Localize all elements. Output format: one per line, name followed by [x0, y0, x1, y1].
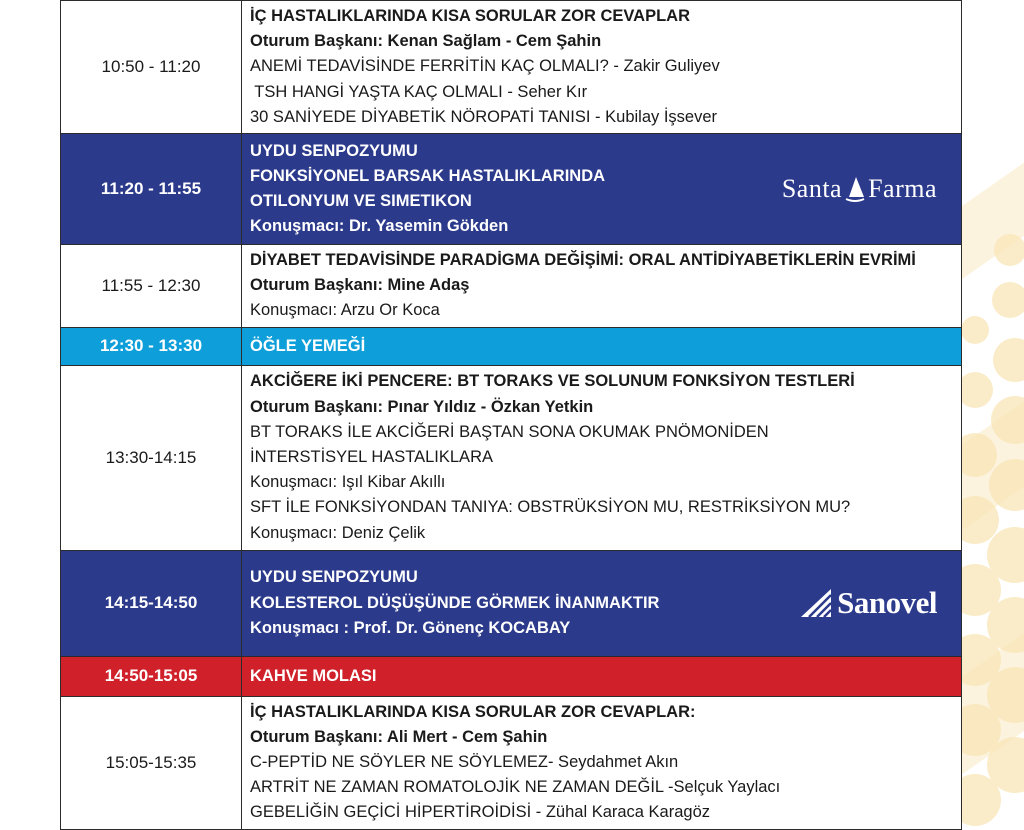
session-speaker: Konuşmacı: Işıl Kibar Akıllı [250, 473, 446, 492]
logo-text: Sanovel [837, 585, 937, 621]
session-title: DİYABET TEDAVİSİNDE PARADİGMA DEĞİŞİMİ: ORAL ANTİDİYABETİKLERİN EVRİMİ [250, 251, 916, 270]
sanovel-mark-icon [799, 587, 833, 619]
break-time: 14:50-15:05 [61, 656, 242, 696]
session-talk: C-PEPTİD NE SÖYLER NE SÖYLEMEZ- Seydahmet Akın [250, 753, 679, 772]
session-content [242, 134, 962, 245]
session-time: 13:30-14:15 [61, 365, 242, 550]
break-label: ÖĞLE YEMEĞİ [250, 336, 366, 355]
break-time: 12:30 - 13:30 [61, 327, 242, 365]
session-time: 15:05-15:35 [61, 696, 242, 829]
session-talk: SFT İLE FONKSİYONDAN TANIYA: OBSTRÜKSİYON MU, RESTRİKSİYON MU? [250, 498, 851, 517]
logo-text-right: Farma [868, 174, 937, 204]
session-row [61, 365, 962, 550]
session-time: 10:50 - 11:20 [61, 1, 242, 134]
program-table [60, 0, 962, 830]
break-row [61, 327, 962, 365]
logo-text-left: Santa [781, 174, 843, 204]
session-content [242, 365, 962, 550]
session-title: UYDU SENPOZYUMU [250, 141, 418, 160]
session-content [242, 245, 962, 328]
session-chair: Oturum Başkanı: Mine Adaş [250, 276, 470, 295]
session-time: 11:20 - 11:55 [61, 134, 242, 245]
sanovel-logo [799, 585, 937, 621]
break-row [61, 656, 962, 696]
session-content [242, 550, 962, 656]
session-talk: İNTERSTİSYEL HASTALIKLARA [250, 448, 493, 467]
session-talk: TSH HANGİ YAŞTA KAÇ OLMALI - Seher Kır [250, 82, 588, 101]
session-subtitle: KOLESTEROL DÜŞÜŞÜNDE GÖRMEK İNANMAKTIR [250, 593, 660, 612]
session-subtitle: FONKSİYONEL BARSAK HASTALIKLARINDA [250, 166, 606, 185]
session-title: UYDU SENPOZYUMU [250, 568, 418, 587]
session-subtitle: OTILONYUM VE SIMETIKON [250, 192, 472, 211]
session-title: İÇ HASTALIKLARINDA KISA SORULAR ZOR CEVAPLAR: [250, 702, 696, 721]
session-row [61, 696, 962, 829]
session-speaker: Konuşmacı: Arzu Or Koca [250, 301, 440, 320]
session-title: AKCİĞERE İKİ PENCERE: BT TORAKS VE SOLUNUM FONKSİYON TESTLERİ [250, 372, 855, 391]
break-label: KAHVE MOLASI [250, 666, 377, 685]
session-row [61, 550, 962, 656]
session-time: 11:55 - 12:30 [61, 245, 242, 328]
break-content [242, 656, 962, 696]
session-row [61, 1, 962, 134]
session-chair: Oturum Başkanı: Pınar Yıldız - Özkan Yetkin [250, 397, 594, 416]
session-talk: BT TORAKS İLE AKCİĞERİ BAŞTAN SONA OKUMAK PNÖMONİDEN [250, 422, 769, 441]
session-talk: ANEMİ TEDAVİSİNDE FERRİTİN KAÇ OLMALI? - Zakir Guliyev [250, 57, 720, 76]
session-title: İÇ HASTALIKLARINDA KISA SORULAR ZOR CEVAPLAR [250, 7, 690, 25]
session-chair: Oturum Başkanı: Ali Mert - Cem Şahin [250, 727, 548, 746]
session-row [61, 245, 962, 328]
session-chair: Oturum Başkanı: Kenan Sağlam - Cem Şahin [250, 32, 602, 51]
session-row [61, 134, 962, 245]
session-talk: 30 SANİYEDE DİYABETİK NÖROPATİ TANISI - Kubilay İşsever [250, 107, 718, 126]
break-content [242, 327, 962, 365]
session-talk: ARTRİT NE ZAMAN ROMATOLOJİK NE ZAMAN DEĞİL -Selçuk Yaylacı [250, 778, 781, 797]
session-time: 14:15-14:50 [61, 550, 242, 656]
session-speaker: Konuşmacı: Deniz Çelik [250, 523, 426, 542]
santa-farma-logo [782, 174, 937, 204]
session-speaker: Konuşmacı: Dr. Yasemin Gökden [250, 217, 509, 236]
session-talk: GEBELİĞİN GEÇİCİ HİPERTİROİDİSİ - Zühal Karaca Karagöz [250, 803, 711, 822]
session-content [242, 1, 962, 134]
session-content [242, 696, 962, 829]
session-speaker: Konuşmacı : Prof. Dr. Gönenç KOCABAY [250, 618, 571, 637]
sail-icon [844, 175, 866, 203]
